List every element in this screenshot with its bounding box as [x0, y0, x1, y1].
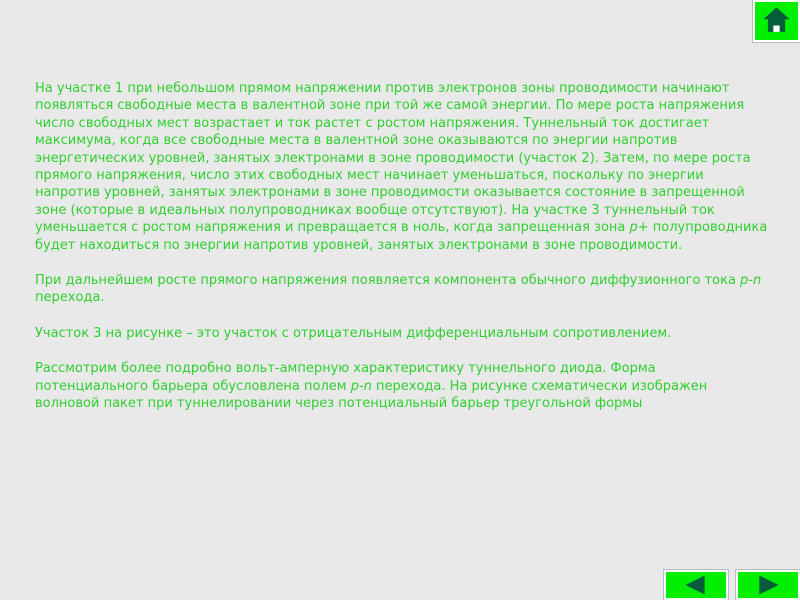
home-icon — [755, 2, 798, 40]
paragraph-1 — [35, 80, 770, 254]
next-button[interactable] — [736, 570, 800, 600]
paragraph-4-text-b: перехода. На рисунке схематически изображен волновой пакет при туннелировании через потенциальный барьер треугольной формы — [35, 378, 708, 412]
paragraph-2-text-b: перехода. — [35, 290, 105, 306]
previous-button[interactable] — [664, 570, 728, 600]
paragraph-3-text: Участок 3 на рисунке – это участок с отрицательным дифференциальным сопротивлением. — [35, 325, 672, 341]
paragraph-2 — [35, 272, 770, 307]
triangle-right-icon — [738, 572, 798, 598]
paragraph-4-text-a: Рассмотрим более подробно вольт-амперную характеристику туннельного диода. Форма потенциального барьера обусловлена полем — [35, 361, 656, 394]
home-button[interactable] — [753, 0, 800, 42]
main-text — [35, 80, 770, 413]
pn-term: p-n — [350, 378, 372, 394]
paragraph-2-text-a: При дальнейшем росте прямого напряжения появляется компонента обычного диффузионного тока — [35, 273, 741, 289]
paragraph-4 — [35, 360, 770, 412]
p-plus-term: p+ — [629, 220, 649, 236]
pn-term: p-n — [740, 273, 762, 289]
paragraph-3 — [35, 325, 770, 342]
triangle-left-icon — [666, 572, 726, 598]
paragraph-1-text-b: полупроводника будет находиться по энергии напротив уровней, занятых электронами в зоне проводимости. — [35, 220, 768, 253]
paragraph-1-text-a: На участке 1 при небольшом прямом напряжении против электронов зоны проводимости начинают появляться свободные места в валентной зоне при той же самой энергии. По мере роста напряжения число свободных мест возрастает и ток растет с ростом напряжения. Туннельный ток достигает максимума, когда все свободные места в валентной зоне оказываются по энергии напротив энергетических уровней, занятых электронами в зоне проводимости (участок 2). Затем, по мере роста прямого напряжения, число этих свободных мест начинает уменьшаться, поскольку по энергии напротив уровней, занятых электронами в зоне проводимости оказывается состояние в запрещенной зоне (которые в идеальных полупроводниках вообще отсутствуют). На участке 3 туннельный ток уменьшается с ростом напряжения и превращается в ноль, когда запрещенная зона — [35, 81, 751, 236]
